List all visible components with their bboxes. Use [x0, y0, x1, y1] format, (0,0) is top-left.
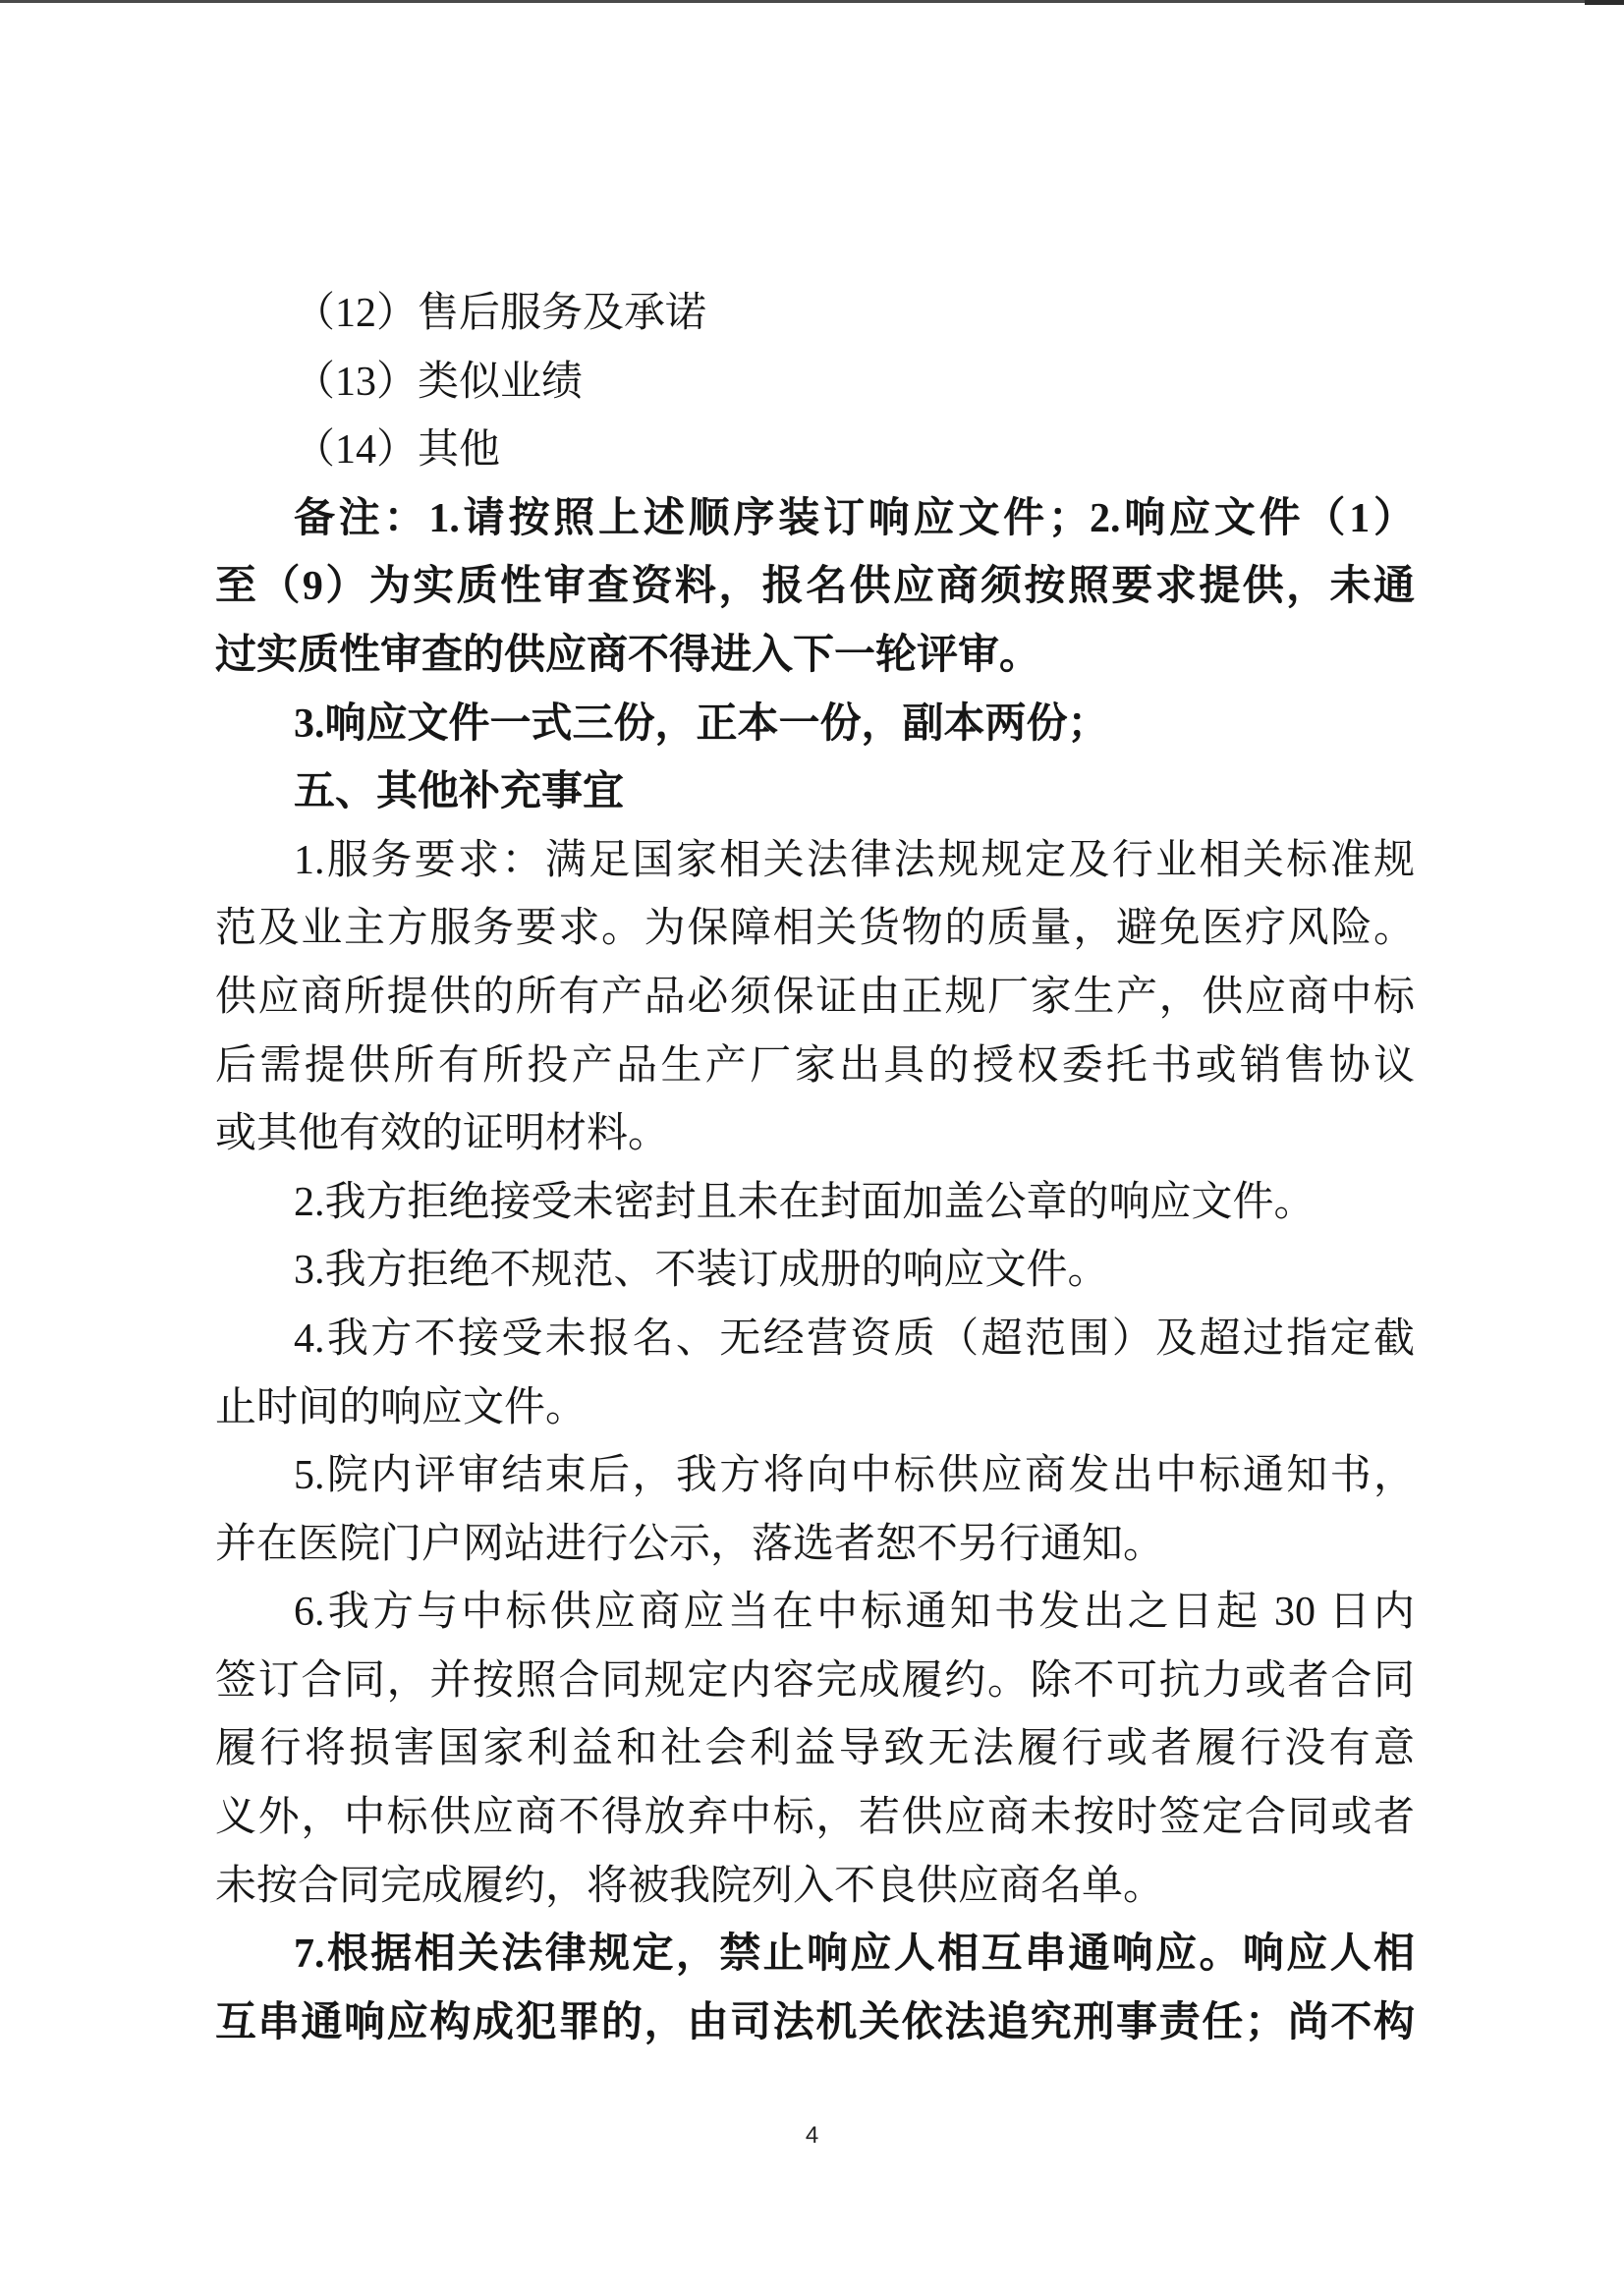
clause-line: 或其他有效的证明材料。 [215, 1111, 670, 1157]
clause-line: 4.我方不接受未报名、无经营资质（超范围）及超过指定截 [294, 1315, 1415, 1362]
copies-note: 3.响应文件一式三份，正本一份，副本两份； [294, 700, 1109, 747]
clause-line: 签订合同，并按照合同规定内容完成履约。除不可抗力或者合同 [215, 1657, 1415, 1704]
clause-line: 并在医院门户网站进行公示，落选者恕不另行通知。 [215, 1521, 1165, 1567]
clause-line: 6.我方与中标供应商应当在中标通知书发出之日起 30 日内 [294, 1590, 1415, 1636]
clause-line: 3.我方拒绝不规范、不装订成册的响应文件。 [294, 1248, 1109, 1294]
clause-unsealed-rejection [215, 1169, 1415, 1238]
clause-line: 范及业主方服务要求。为保障相关货物的质量，避免医疗风险。 [215, 906, 1415, 952]
clause-line: 5.院内评审结束后，我方将向中标供应商发出中标通知书， [294, 1453, 1415, 1499]
section-title: 五、其他补充事宜 [294, 769, 625, 815]
clause-line: 供应商所提供的所有产品必须保证由正规厂家生产，供应商中标 [215, 974, 1415, 1020]
document-body [215, 280, 1415, 2057]
clause-line: 履行将损害国家利益和社会利益导致无法履行或者履行没有意 [215, 1726, 1415, 1772]
clause-line: 2.我方拒绝接受未密封且未在封面加盖公章的响应文件。 [294, 1179, 1316, 1225]
clause-line: 止时间的响应文件。 [215, 1384, 588, 1430]
note-line: 备注：1.请按照上述顺序装订响应文件；2.响应文件（1） [294, 495, 1415, 541]
scan-top-edge-line [0, 0, 1624, 3]
clause-line: 7.根据相关法律规定，禁止响应人相互串通响应。响应人相 [294, 1931, 1415, 1978]
clause-line: 互串通响应构成犯罪的，由司法机关依法追究刑事责任；尚不构 [215, 1999, 1415, 2045]
scan-corner-mark [1585, 0, 1624, 5]
clause-award-notice [215, 1442, 1415, 1579]
clause-contract-signing [215, 1579, 1415, 1921]
list-item: （14）其他 [294, 427, 501, 474]
note-line: 至（9）为实质性审查资料，报名供应商须按照要求提供，未通 [215, 564, 1415, 610]
clause-service-requirements [215, 827, 1415, 1169]
page-number: 4 [805, 2122, 819, 2149]
clause-unregistered-rejection [215, 1306, 1415, 1442]
binding-order-note [215, 485, 1415, 691]
clause-line: 义外，中标供应商不得放弃中标，若供应商未按时签定合同或者 [215, 1795, 1415, 1841]
clause-line: 未按合同完成履约，将被我院列入不良供应商名单。 [215, 1863, 1165, 1909]
required-items-list [215, 280, 1415, 485]
clause-collusion-prohibition [215, 1921, 1415, 2057]
list-item: （12）售后服务及承诺 [294, 291, 707, 336]
clause-line: 后需提供所有所投产品生产厂家出具的授权委托书或销售协议 [215, 1042, 1415, 1089]
list-item: （13）类似业绩 [294, 359, 584, 405]
clause-unbound-rejection [215, 1237, 1415, 1306]
clause-line: 1.服务要求：满足国家相关法律法规规定及行业相关标准规 [294, 837, 1415, 883]
note-line: 过实质性审查的供应商不得进入下一轮评审。 [215, 632, 1041, 678]
